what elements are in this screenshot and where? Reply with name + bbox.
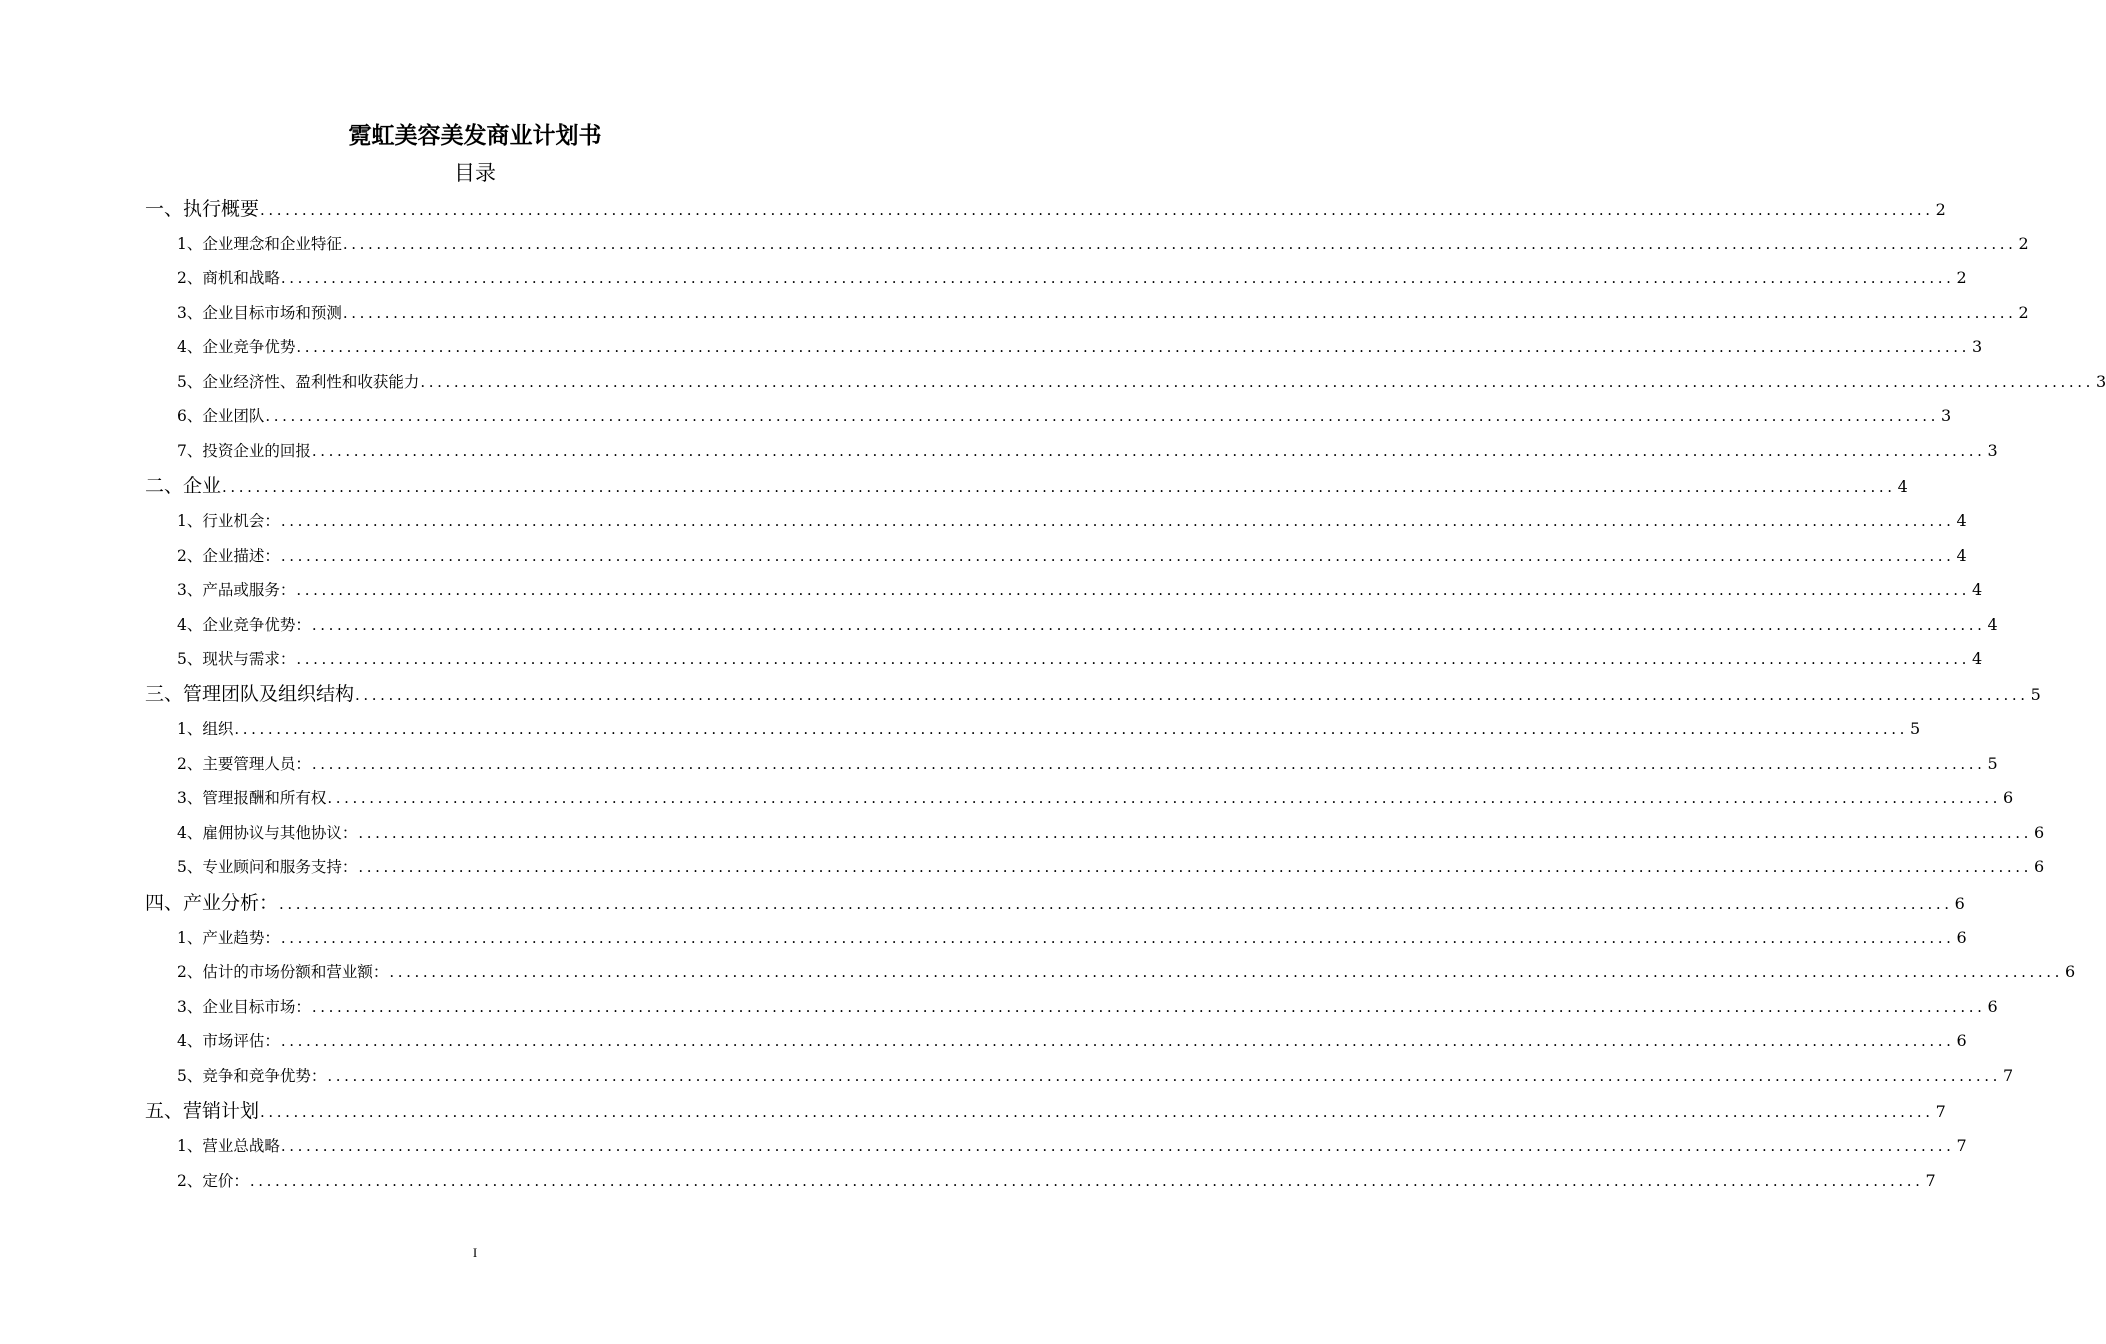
toc-entry-page-number: 6: [2003, 788, 2014, 807]
toc-dot-leader: ........................................................................................................................................................................................................: [279, 895, 1953, 913]
toc-entry-page-number: 2: [1956, 268, 1967, 287]
toc-subsection-entry[interactable]: [177, 261, 1967, 295]
toc-entry-page-number: 4: [1987, 615, 1998, 634]
toc-entry-label: 4、雇佣协议与其他协议：: [177, 824, 358, 842]
toc-dot-leader: ........................................................................................................................................................................................................: [327, 789, 2001, 807]
toc-entry-label: 2、企业描述：: [177, 547, 280, 565]
document-title: 霓虹美容美发商业计划书: [348, 123, 602, 149]
toc-entry-label: 1、营业总战略: [177, 1137, 280, 1155]
toc-heading: 目录: [454, 161, 496, 185]
toc-dot-leader: ........................................................................................................................................................................................................: [280, 1032, 1955, 1050]
toc-subsection-entry[interactable]: [177, 816, 2045, 850]
toc-dot-leader: ........................................................................................................................................................................................................: [234, 720, 1908, 738]
toc-subsection-entry[interactable]: [177, 921, 1967, 955]
toc-dot-leader: ........................................................................................................................................................................................................: [342, 235, 2017, 253]
toc-subsection-entry[interactable]: [177, 747, 1998, 781]
toc-entry-page-number: 6: [2034, 823, 2045, 842]
toc-entry-label: 1、组织: [177, 720, 234, 738]
toc-subsection-entry[interactable]: [177, 712, 1921, 746]
toc-entry-label: 3、企业目标市场：: [177, 998, 311, 1016]
toc-entry-label: 2、主要管理人员：: [177, 755, 311, 773]
toc-entry-page-number: 3: [1972, 337, 1983, 356]
toc-section-entry[interactable]: [145, 1094, 1946, 1128]
toc-dot-leader: ........................................................................................................................................................................................................: [311, 616, 1986, 634]
toc-entry-label: 4、市场评估：: [177, 1032, 280, 1050]
toc-entry-page-number: 7: [1925, 1171, 1936, 1190]
toc-entry-label: 5、现状与需求：: [177, 650, 296, 668]
toc-dot-leader: ........................................................................................................................................................................................................: [311, 998, 1986, 1016]
toc-entry-label: 1、企业理念和企业特征: [177, 235, 342, 253]
toc-subsection-entry[interactable]: [177, 990, 1998, 1024]
toc-subsection-entry[interactable]: [177, 781, 2014, 815]
toc-dot-leader: ........................................................................................................................................................................................................: [260, 201, 1934, 219]
toc-subsection-entry[interactable]: [177, 642, 1983, 676]
toc-entry-page-number: 6: [1956, 928, 1967, 947]
toc-subsection-entry[interactable]: [177, 504, 1967, 538]
toc-section-entry[interactable]: [145, 886, 1965, 920]
toc-subsection-entry[interactable]: [177, 434, 1998, 468]
toc-subsection-entry[interactable]: [177, 850, 2045, 884]
toc-subsection-entry[interactable]: [177, 227, 2029, 261]
toc-dot-leader: ........................................................................................................................................................................................................: [280, 512, 1955, 530]
toc-subsection-entry[interactable]: [177, 573, 1983, 607]
toc-subsection-entry[interactable]: [177, 1129, 1967, 1163]
toc-subsection-entry[interactable]: [177, 1024, 1967, 1058]
toc-entry-page-number: 2: [2018, 234, 2029, 253]
toc-dot-leader: ........................................................................................................................................................................................................: [280, 547, 1955, 565]
toc-dot-leader: ........................................................................................................................................................................................................: [311, 755, 1986, 773]
toc-dot-leader: ........................................................................................................................................................................................................: [296, 650, 1970, 668]
toc-entry-page-number: 3: [2096, 372, 2106, 391]
toc-entry-label: 5、专业顾问和服务支持：: [177, 858, 358, 876]
toc-entry-page-number: 6: [1956, 1031, 1967, 1050]
toc-subsection-entry[interactable]: [177, 539, 1967, 573]
toc-dot-leader: ........................................................................................................................................................................................................: [280, 1137, 1955, 1155]
toc-subsection-entry[interactable]: [177, 399, 1952, 433]
toc-entry-page-number: 5: [1910, 719, 1921, 738]
toc-section-entry[interactable]: [145, 677, 2041, 711]
toc-subsection-entry[interactable]: [177, 1059, 2014, 1093]
toc-entry-page-number: 3: [1941, 406, 1952, 425]
toc-entry-label: 3、产品或服务：: [177, 581, 296, 599]
toc-dot-leader: ........................................................................................................................................................................................................: [342, 304, 2017, 322]
toc-entry-page-number: 6: [2034, 857, 2045, 876]
toc-dot-leader: ........................................................................................................................................................................................................: [327, 1067, 2001, 1085]
toc-dot-leader: ........................................................................................................................................................................................................: [358, 858, 2032, 876]
toc-dot-leader: ........................................................................................................................................................................................................: [265, 407, 1939, 425]
toc-entry-page-number: 7: [1956, 1136, 1967, 1155]
toc-entry-label: 五、营销计划: [145, 1100, 260, 1122]
toc-subsection-entry[interactable]: [177, 296, 2029, 330]
toc-entry-page-number: 4: [1956, 511, 1967, 530]
toc-entry-page-number: 2: [2018, 303, 2029, 322]
toc-entry-label: 1、行业机会：: [177, 512, 280, 530]
toc-entry-label: 一、执行概要: [145, 198, 260, 220]
toc-subsection-entry[interactable]: [177, 330, 1983, 364]
toc-entry-page-number: 5: [2030, 685, 2041, 704]
toc-entry-label: 四、产业分析：: [145, 892, 279, 914]
toc-entry-label: 4、企业竞争优势: [177, 338, 296, 356]
toc-dot-leader: ........................................................................................................................................................................................................: [296, 338, 1970, 356]
toc-entry-label: 1、产业趋势：: [177, 929, 280, 947]
toc-dot-leader: ........................................................................................................................................................................................................: [260, 1103, 1934, 1121]
toc-dot-leader: ........................................................................................................................................................................................................: [355, 686, 2029, 704]
toc-section-entry[interactable]: [145, 469, 1908, 503]
toc-entry-label: 二、企业: [145, 475, 222, 497]
toc-subsection-entry[interactable]: [177, 1164, 1936, 1198]
toc-entry-page-number: 4: [1972, 580, 1983, 599]
toc-entry-label: 2、估计的市场份额和营业额：: [177, 963, 389, 981]
toc-entry-page-number: 4: [1972, 649, 1983, 668]
toc-dot-leader: ........................................................................................................................................................................................................: [420, 373, 2094, 391]
toc-dot-leader: ........................................................................................................................................................................................................: [249, 1172, 1924, 1190]
toc-entry-page-number: 6: [1954, 894, 1965, 913]
toc-dot-leader: ........................................................................................................................................................................................................: [280, 269, 1955, 287]
toc-entry-page-number: 2: [1935, 200, 1946, 219]
toc-entry-page-number: 6: [2065, 962, 2076, 981]
toc-entry-page-number: 4: [1956, 546, 1967, 565]
toc-entry-page-number: 3: [1987, 441, 1998, 460]
toc-entry-label: 3、管理报酬和所有权: [177, 789, 327, 807]
toc-entry-label: 3、企业目标市场和预测: [177, 304, 342, 322]
toc-dot-leader: ........................................................................................................................................................................................................: [389, 963, 2063, 981]
toc-dot-leader: ........................................................................................................................................................................................................: [222, 478, 1896, 496]
toc-entry-page-number: 6: [1987, 997, 1998, 1016]
toc-entry-page-number: 7: [2003, 1066, 2014, 1085]
toc-subsection-entry[interactable]: [177, 365, 2106, 399]
toc-entry-label: 2、定价：: [177, 1172, 249, 1190]
toc-entry-label: 三、管理团队及组织结构: [145, 683, 355, 705]
toc-subsection-entry[interactable]: [177, 608, 1998, 642]
toc-entry-label: 4、企业竞争优势：: [177, 616, 311, 634]
toc-dot-leader: ........................................................................................................................................................................................................: [358, 824, 2032, 842]
toc-entry-page-number: 4: [1897, 477, 1908, 496]
toc-entry-label: 6、企业团队: [177, 407, 265, 425]
toc-entry-page-number: 7: [1935, 1102, 1946, 1121]
toc-dot-leader: ........................................................................................................................................................................................................: [280, 929, 1955, 947]
toc-entry-label: 5、企业经济性、盈利性和收获能力: [177, 373, 420, 391]
toc-entry-label: 2、商机和战略: [177, 269, 280, 287]
toc-entry-label: 7、投资企业的回报: [177, 442, 311, 460]
footer-page-number: I: [472, 1245, 478, 1260]
toc-dot-leader: ........................................................................................................................................................................................................: [311, 442, 1986, 460]
toc-dot-leader: ........................................................................................................................................................................................................: [296, 581, 1970, 599]
toc-entry-label: 5、竞争和竞争优势：: [177, 1067, 327, 1085]
toc-entry-page-number: 5: [1987, 754, 1998, 773]
toc-section-entry[interactable]: [145, 192, 1946, 226]
toc-subsection-entry[interactable]: [177, 955, 2076, 989]
